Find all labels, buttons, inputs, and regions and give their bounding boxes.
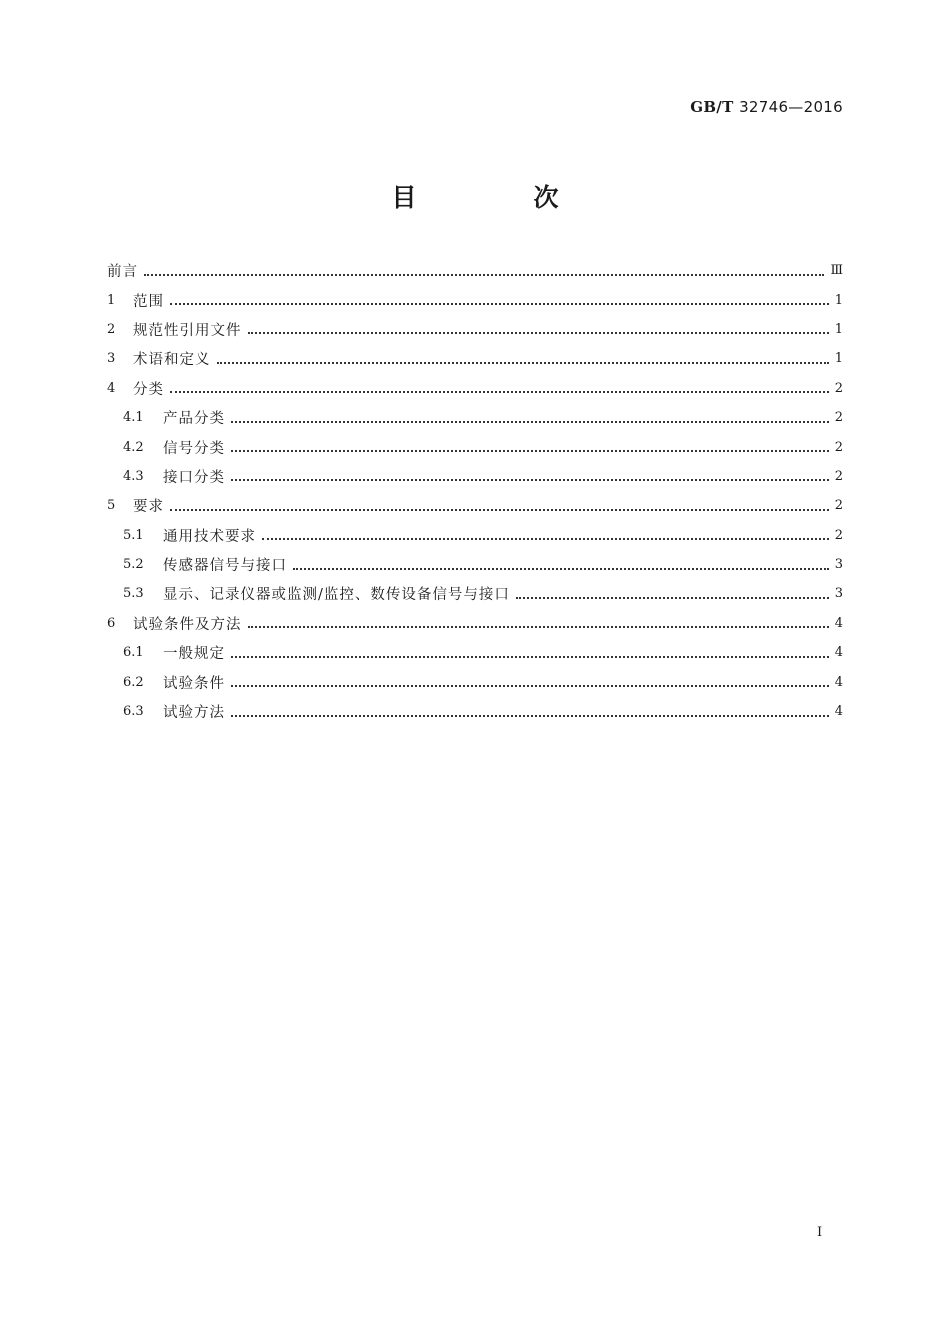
toc-entry-page: 1 <box>834 292 843 308</box>
standard-prefix: GB/T <box>690 98 734 116</box>
toc-entry-page: Ⅲ <box>830 263 843 279</box>
toc-entry-number: 6 <box>107 615 116 631</box>
standard-number: 32746—2016 <box>739 98 843 116</box>
toc-entry-page: 4 <box>834 704 843 720</box>
toc-entry[interactable] <box>107 285 843 314</box>
toc-entry[interactable] <box>107 256 843 285</box>
toc-dot-leader <box>144 274 824 276</box>
toc-entry-number: 6.2 <box>123 674 144 690</box>
toc-entry-label: 信号分类 <box>163 440 225 457</box>
toc-entry-number: 4.1 <box>123 410 144 426</box>
toc-dot-leader <box>231 715 829 717</box>
toc-dot-leader <box>170 391 829 393</box>
toc-entry-label: 前言 <box>107 264 138 281</box>
toc-entry-label: 要求 <box>133 499 164 516</box>
toc-entry-label: 显示、记录仪器或监测/监控、数传设备信号与接口 <box>163 587 510 604</box>
toc-entry-number: 5.2 <box>123 557 144 573</box>
toc-entry-number: 1 <box>107 292 116 308</box>
toc-entry-label: 传感器信号与接口 <box>163 558 287 575</box>
toc-entry-page: 3 <box>834 586 843 602</box>
toc-entry-page: 1 <box>834 321 843 337</box>
toc-entry-number: 3 <box>107 351 116 367</box>
toc-entry-number: 4.2 <box>123 439 144 455</box>
toc-entry-page: 3 <box>834 557 843 573</box>
toc-entry-number: 4.3 <box>123 468 144 484</box>
toc-entry-number: 6.3 <box>123 704 144 720</box>
toc-dot-leader <box>248 626 829 628</box>
toc-entry[interactable] <box>107 344 843 373</box>
toc-entry-page: 2 <box>834 410 843 426</box>
toc-entry-page: 1 <box>834 351 843 367</box>
toc-entry-number: 2 <box>107 321 116 337</box>
toc-entry[interactable] <box>107 579 843 608</box>
toc-dot-leader <box>170 303 829 305</box>
toc-dot-leader <box>231 656 829 658</box>
toc-entry-page: 2 <box>834 527 843 543</box>
toc-entry-label: 试验条件及方法 <box>133 616 242 633</box>
toc-entry-page: 2 <box>834 439 843 455</box>
toc-entry-label: 试验方法 <box>163 705 225 722</box>
toc-entry-number: 5 <box>107 498 116 514</box>
toc-dot-leader <box>231 421 829 423</box>
standard-code <box>690 98 843 116</box>
toc-entry[interactable] <box>107 403 843 432</box>
toc-dot-leader <box>293 568 829 570</box>
toc-entry[interactable] <box>107 432 843 461</box>
toc-dot-leader <box>231 479 829 481</box>
toc-entry-label: 通用技术要求 <box>163 528 256 545</box>
toc-entry-label: 范围 <box>133 293 164 310</box>
toc-dot-leader <box>516 597 829 599</box>
toc-entry-page: 4 <box>834 674 843 690</box>
toc-dot-leader <box>217 362 829 364</box>
toc-dot-leader <box>231 685 829 687</box>
toc-entry-number: 4 <box>107 380 116 396</box>
toc-entry[interactable] <box>107 638 843 667</box>
toc-entry-page: 2 <box>834 380 843 396</box>
toc-title: 目 次 <box>391 183 605 212</box>
toc-entry[interactable] <box>107 462 843 491</box>
toc-entry-number: 6.1 <box>123 645 144 661</box>
toc-entry-label: 接口分类 <box>163 469 225 486</box>
toc-dot-leader <box>231 450 829 452</box>
toc-entry[interactable] <box>107 697 843 726</box>
toc-entry-label: 术语和定义 <box>133 352 211 369</box>
toc-entry[interactable] <box>107 609 843 638</box>
toc-entry[interactable] <box>107 550 843 579</box>
toc-dot-leader <box>248 332 829 334</box>
toc-entry-label: 分类 <box>133 381 164 398</box>
toc-entry-page: 2 <box>834 468 843 484</box>
toc-entry-page: 2 <box>834 498 843 514</box>
toc-entry[interactable] <box>107 491 843 520</box>
toc-entry[interactable] <box>107 521 843 550</box>
toc-entry[interactable] <box>107 667 843 696</box>
toc-entry[interactable] <box>107 374 843 403</box>
toc-entry[interactable] <box>107 315 843 344</box>
page-number: Ⅰ <box>817 1225 823 1240</box>
table-of-contents <box>107 256 843 726</box>
toc-entry-label: 产品分类 <box>163 411 225 428</box>
toc-entry-label: 试验条件 <box>163 675 225 692</box>
toc-dot-leader <box>262 538 829 540</box>
toc-dot-leader <box>170 509 829 511</box>
toc-entry-page: 4 <box>834 645 843 661</box>
toc-entry-number: 5.1 <box>123 527 144 543</box>
toc-entry-number: 5.3 <box>123 586 144 602</box>
toc-entry-label: 一般规定 <box>163 646 225 663</box>
toc-entry-label: 规范性引用文件 <box>133 322 242 339</box>
toc-entry-page: 4 <box>834 615 843 631</box>
